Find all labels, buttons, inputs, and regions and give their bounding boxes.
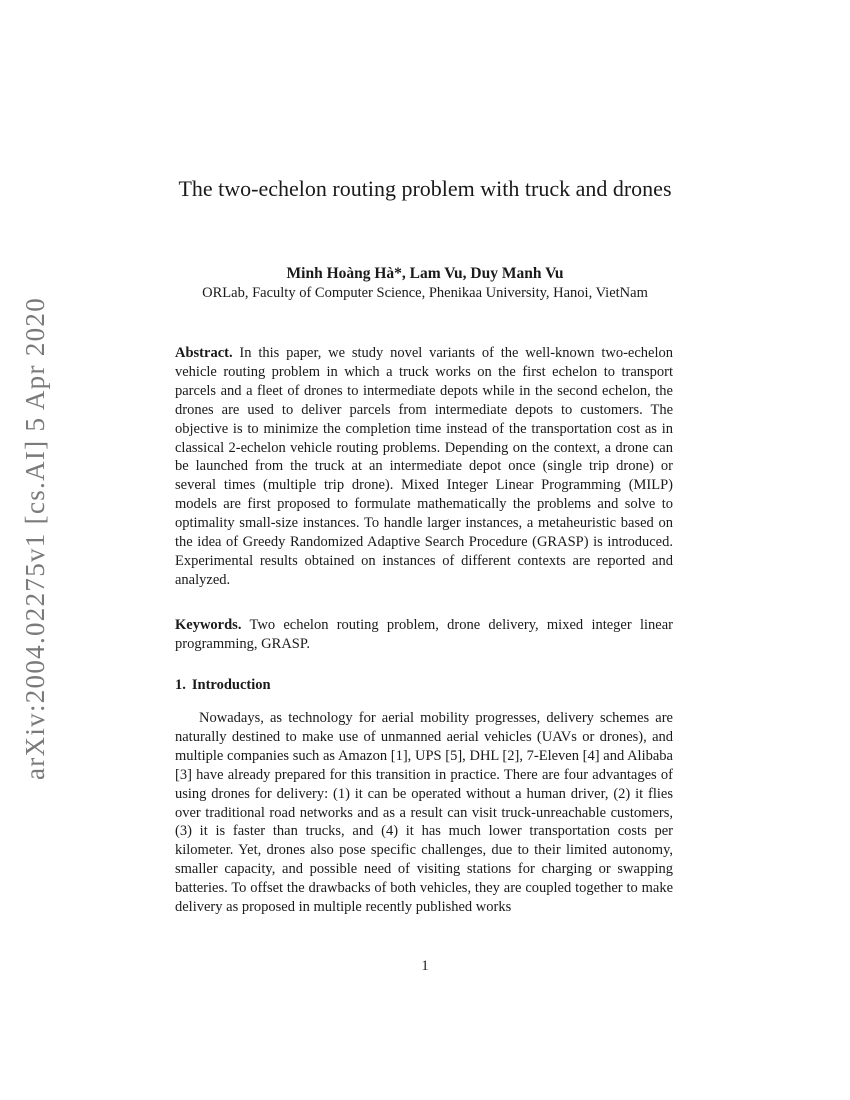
section-number: 1. — [175, 677, 186, 693]
paper-title: The two-echelon routing problem with truck and drones — [178, 176, 672, 201]
keywords-paragraph — [175, 616, 673, 654]
page-number: 1 — [421, 958, 429, 974]
abstract-label: Abstract. — [175, 345, 233, 361]
introduction-paragraph: Nowadays, as technology for aerial mobility progresses, delivery schemes are naturally destined to make use of unmanned aerial vehicles (UAVs or drones), and multiple companies such as Amazon [1], UPS [5], DHL [2], 7-Eleven [4] and Alibaba [3] have already prepared for this transition in practice. There are four advantages of using drones for delivery: (1) it can be operated without a human driver, (2) it flies over traditional road networks and as a result can visit truck-unreachable customers, (3) it is faster than trucks, and (4) it has much lower transportation costs per kilometer. Yet, drones also pose specific challenges, due to their limited autonomy, smaller capacity, and possible need of visiting stations for charging or swapping batteries. To offset the drawbacks of both vehicles, they are coupled together to make delivery as proposed in multiple recently published works — [175, 710, 673, 916]
keywords-label: Keywords. — [175, 617, 242, 633]
abstract-text: In this paper, we study novel variants of the well-known two-echelon vehicle routing problem in which a truck works on the first echelon to transport parcels and a fleet of drones to intermediate depots while in the second echelon, the drones are used to deliver parcels from intermediate depots to customers. The objective is to minimize the completion time instead of the transportation cost as in classical 2-echelon vehicle routing problems. Depending on the context, a drone can be launched from the truck at an intermediate depot once (single trip drone) or several times (multiple trip drone). Mixed Integer Linear Programming (MILP) models are first proposed to formulate mathematically the problems and solve to optimality small-size instances. To handle larger instances, a metaheuristic based on the idea of Greedy Randomized Adaptive Search Procedure (GRASP) is introduced. Experimental results obtained on instances of different contexts are reported and analyzed. — [175, 345, 673, 588]
arxiv-identifier-text: arXiv:2004.02275v1 [cs.AI] 5 Apr 2020 — [20, 296, 51, 780]
arxiv-identifier-stamp — [10, 298, 62, 778]
section-heading-introduction — [175, 677, 271, 694]
author-list: Minh Hoàng Hà*, Lam Vu, Duy Manh Vu — [286, 265, 564, 282]
abstract-paragraph — [175, 344, 673, 590]
keywords-text: Two echelon routing problem, drone delivery, mixed integer linear programming, GRASP. — [175, 617, 673, 652]
section-title: Introduction — [191, 677, 271, 693]
author-affiliation: ORLab, Faculty of Computer Science, Phenikaa University, Hanoi, VietNam — [202, 285, 648, 301]
